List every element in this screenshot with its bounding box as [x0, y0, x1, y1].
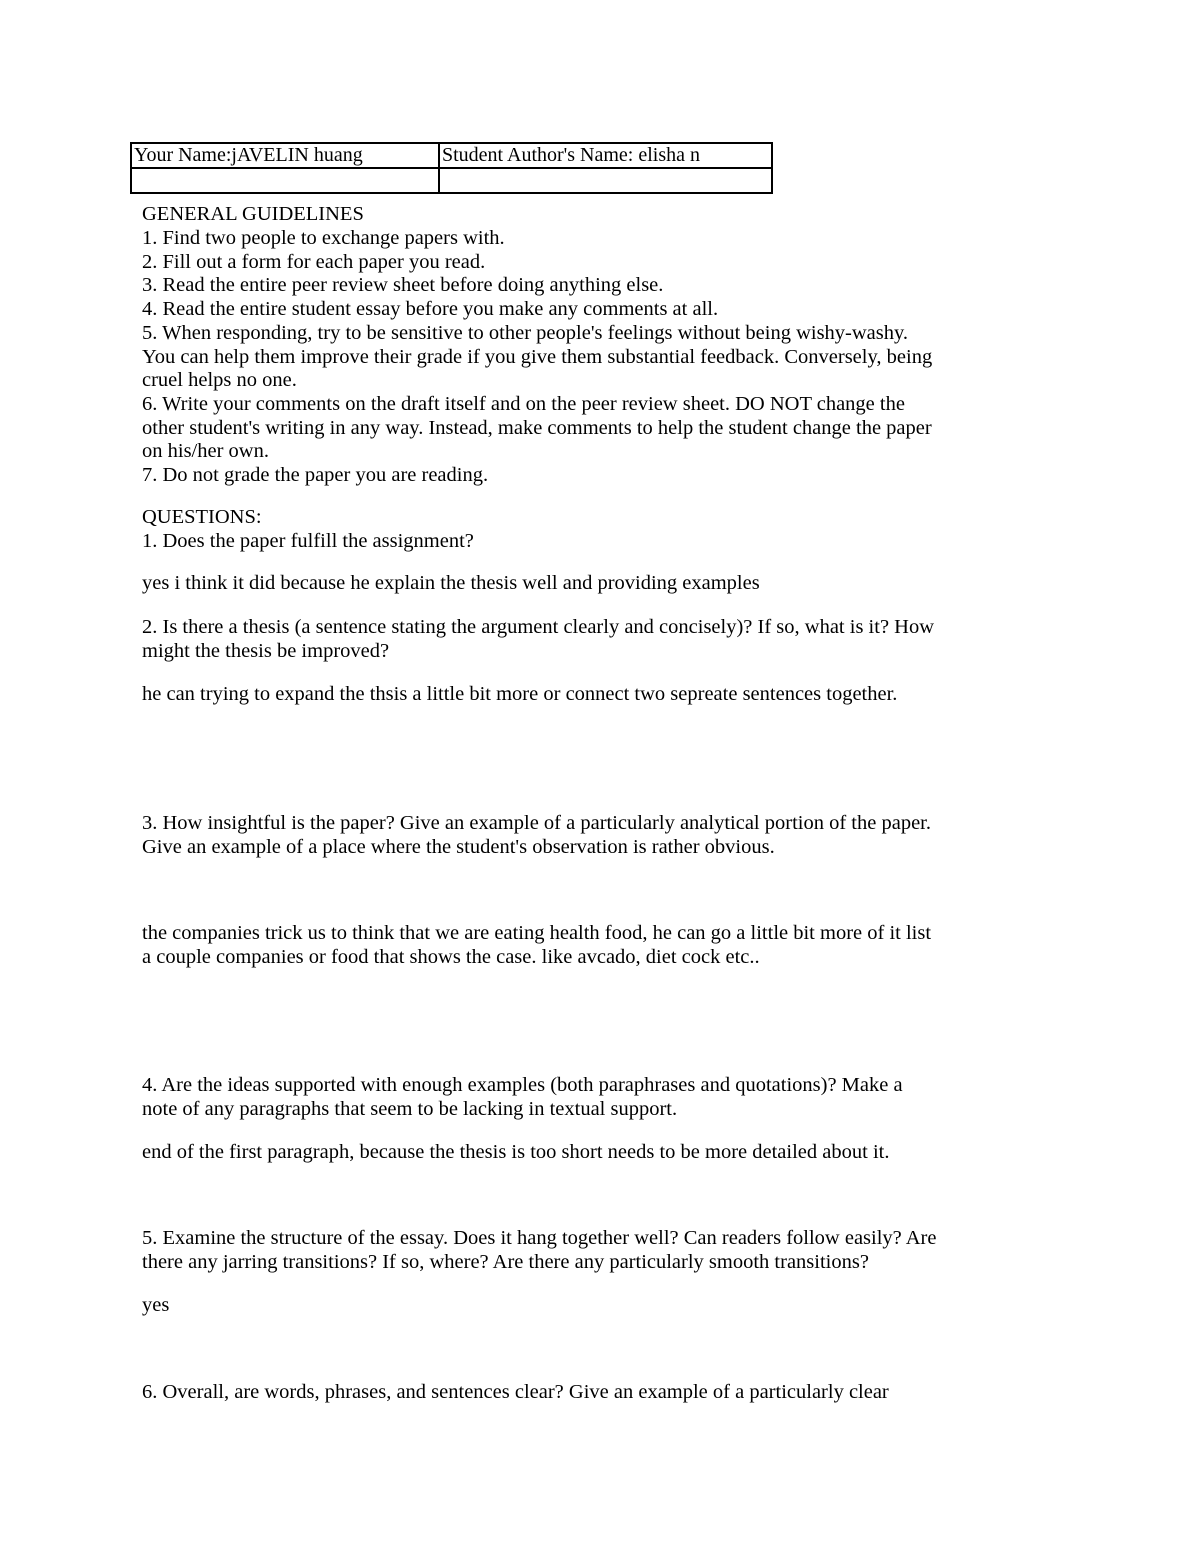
question-line: 5. Examine the structure of the essay. Does it hang together well? Can readers follow easily? Are [142, 1227, 937, 1249]
empty-cell [439, 168, 772, 193]
question-6: 6. Overall, are words, phrases, and sentences clear? Give an example of a particularly clear [142, 1381, 889, 1403]
answer-4: end of the first paragraph, because the thesis is too short needs to be more detailed about it. [142, 1141, 890, 1163]
answer-line: the companies trick us to think that we are eating health food, he can go a little bit more of it list [142, 922, 932, 944]
answer-2: he can trying to expand the thsis a little bit more or connect two sepreate sentences together. [142, 683, 898, 705]
guideline-item: 2. Fill out a form for each paper you read. [142, 251, 486, 273]
guideline-item [142, 322, 1062, 393]
guideline-line: 6. Write your comments on the draft itself and on the peer review sheet. DO NOT change the [142, 393, 905, 415]
question-5 [142, 1227, 1062, 1274]
question-line: note of any paragraphs that seem to be lacking in textual support. [142, 1097, 678, 1120]
answer-5: yes [142, 1294, 170, 1316]
guideline-line: 5. When responding, try to be sensitive to other people's feelings without being wishy-washy. [142, 322, 909, 344]
answer-3 [142, 922, 1062, 969]
guideline-item: 3. Read the entire peer review sheet before doing anything else. [142, 274, 664, 296]
questions-heading: QUESTIONS: [142, 506, 262, 528]
question-line: 4. Are the ideas supported with enough examples (both paraphrases and quotations)? Make a [142, 1074, 903, 1096]
guidelines-heading: GENERAL GUIDELINES [142, 203, 364, 225]
question-2 [142, 616, 1062, 663]
guideline-line: cruel helps no one. [142, 369, 297, 392]
question-line: Give an example of a place where the student's observation is rather obvious. [142, 835, 775, 858]
name-table-row [131, 143, 772, 168]
author-name-cell: Student Author's Name: elisha n [439, 143, 772, 168]
reviewer-name-cell: Your Name:jAVELIN huang [131, 143, 439, 168]
guideline-item: 1. Find two people to exchange papers with. [142, 227, 505, 249]
empty-cell [131, 168, 439, 193]
guideline-item: 4. Read the entire student essay before you make any comments at all. [142, 298, 719, 320]
question-1: 1. Does the paper fulfill the assignment? [142, 530, 474, 552]
question-3 [142, 812, 1062, 859]
guideline-item: 7. Do not grade the paper you are reading. [142, 464, 489, 486]
guideline-line: on his/her own. [142, 440, 269, 463]
question-line: there any jarring transitions? If so, where? Are there any particularly smooth transitions? [142, 1250, 869, 1273]
guideline-item [142, 393, 1062, 464]
guideline-line: other student's writing in any way. Instead, make comments to help the student change the paper [142, 416, 932, 439]
question-line: might the thesis be improved? [142, 639, 390, 662]
name-table [130, 142, 773, 194]
answer-line: a couple companies or food that shows the case. like avcado, diet cock etc.. [142, 945, 760, 968]
guideline-line: You can help them improve their grade if you give them substantial feedback. Conversely, being [142, 345, 933, 368]
question-line: 2. Is there a thesis (a sentence stating the argument clearly and concisely)? If so, what is it? How [142, 616, 935, 638]
name-table-row [131, 168, 772, 193]
answer-1: yes i think it did because he explain the thesis well and providing examples [142, 572, 760, 594]
question-4 [142, 1074, 1062, 1121]
question-line: 3. How insightful is the paper? Give an example of a particularly analytical portion of the paper. [142, 812, 931, 834]
